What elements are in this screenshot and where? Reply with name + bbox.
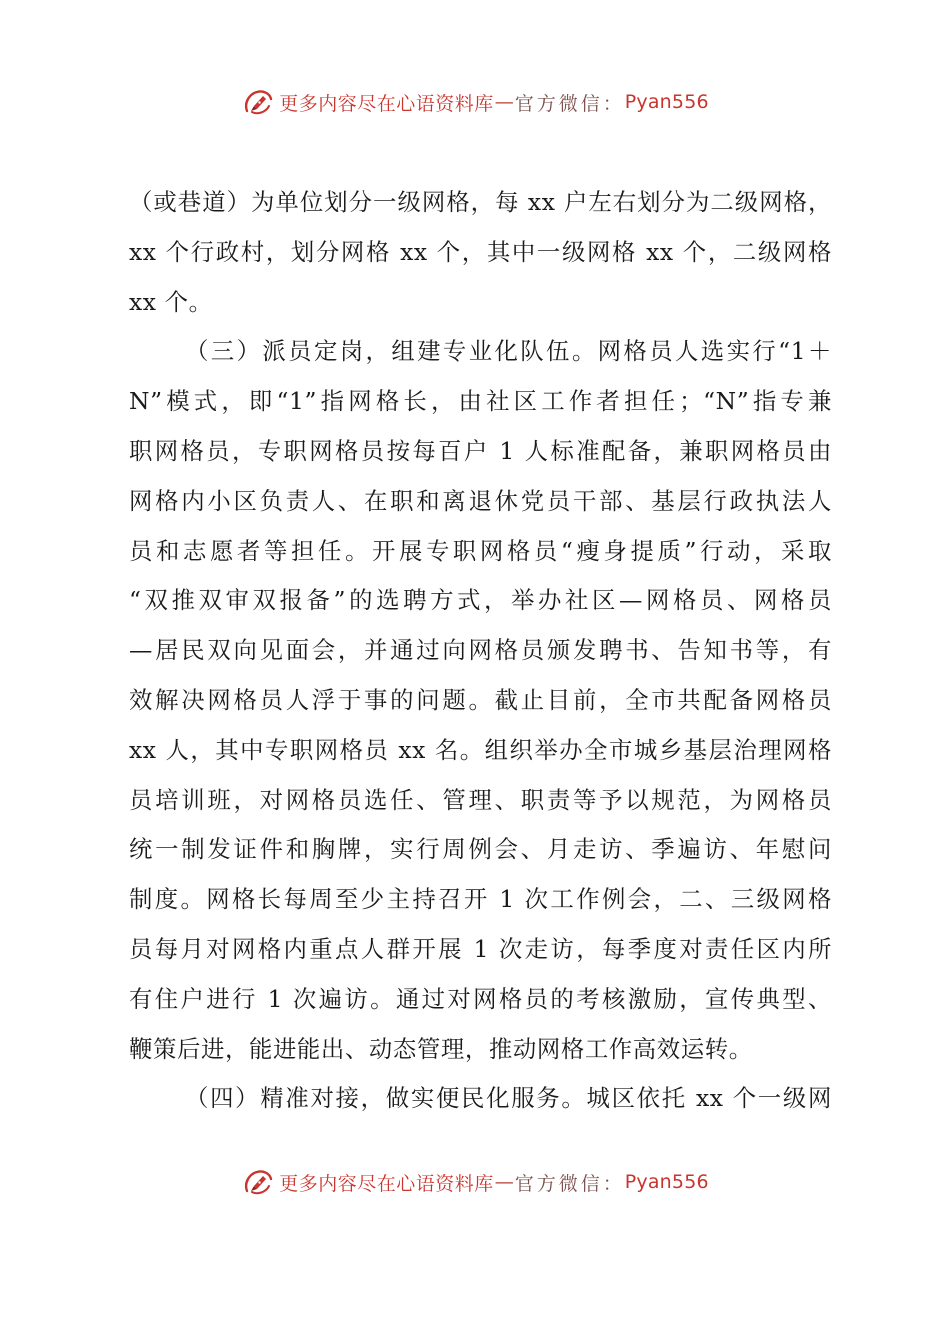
document-body [129,178,832,1124]
body-line: 员每月对网格内重点人群开展 1 次走访，每季度对责任区内所 [129,934,832,963]
header-banner [0,82,950,122]
body-line: 统一制发证件和胸牌，实行周例会、月走访、季遍访、年慰问 [129,835,832,864]
banner-wechat-label: 官方微信： [514,92,625,115]
body-line: 效解决网格员人浮于事的问题。截止目前，全市共配备网格员 [129,685,832,714]
banner-wechat-id: Pyan556 [624,91,709,113]
banner-red-text: 更多内容尽在心语资料库 [279,1172,494,1195]
body-line: 职网格员，专职网格员按每百户 1 人标准配备，兼职网格员由 [129,436,832,465]
pen-nib-logo-icon [241,85,275,119]
body-line: xx 人，其中专职网格员 xx 名。组织举办全市城乡基层治理网格 [129,735,832,764]
banner-red-text: 更多内容尽在心语资料库 [279,92,494,115]
body-line: N”模式，即“1”指网格长，由社区工作者担任；“N”指专兼 [129,387,832,416]
banner-wechat-id: Pyan556 [624,1171,709,1193]
banner-dash: — [494,1171,514,1193]
body-line: xx 个行政村，划分网格 xx 个，其中一级网格 xx 个，二级网格 [129,237,832,266]
body-line: （四）精准对接，做实便民化服务。城区依托 xx 个一级网 [185,1084,832,1113]
body-line: 制度。网格长每周至少主持召开 1 次工作例会，二、三级网格 [129,885,832,914]
body-line: 鞭策后进，能进能出、动态管理，推动网格工作高效运转。 [129,1034,753,1063]
pen-nib-logo-icon [241,1165,275,1199]
body-line: 员和志愿者等担任。开展专职网格员“瘦身提质”行动，采取 [129,536,832,565]
body-line: “双推双审双报备”的选聘方式，举办社区—网格员、网格员 [129,586,832,615]
body-line: 员培训班，对网格员选任、管理、职责等予以规范，为网格员 [129,785,832,814]
body-line: xx 个。 [129,287,213,316]
body-line: （或巷道）为单位划分一级网格，每 xx 户左右划分为二级网格， [129,188,832,216]
body-line: —居民双向见面会，并通过向网格员颁发聘书、告知书等，有 [129,636,832,665]
body-line: 有住户进行 1 次遍访。通过对网格员的考核激励，宣传典型、 [129,984,832,1013]
body-line: 网格内小区负责人、在职和离退休党员干部、基层行政执法人 [129,486,832,515]
body-line: （三）派员定岗，组建专业化队伍。网格员人选实行“1＋ [185,337,832,366]
banner-dash: — [494,91,514,113]
footer-banner [0,1162,950,1202]
banner-wechat-label: 官方微信： [514,1172,625,1195]
